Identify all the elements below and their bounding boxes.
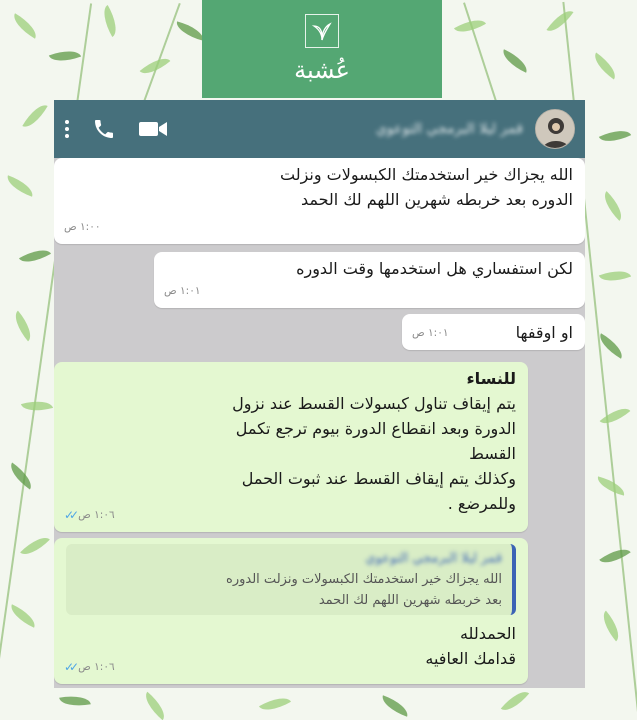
message-time: ١:٠١ ص bbox=[164, 285, 201, 297]
video-call-icon[interactable] bbox=[138, 119, 168, 139]
message-text: وللمرضع . bbox=[447, 494, 516, 513]
brand-name: عُشبة bbox=[294, 56, 350, 84]
message-text: وكذلك يتم إيقاف القسط عند ثبوت الحمل bbox=[241, 469, 516, 488]
message-text: الدوره بعد خربطه شهرين اللهم لك الحمد bbox=[300, 190, 573, 209]
quoted-message[interactable] bbox=[66, 544, 516, 615]
message-text: يتم إيقاف تناول كبسولات القسط عند نزول bbox=[232, 394, 516, 413]
message-time: ١:٠١ ص bbox=[412, 327, 449, 339]
message-text: قدامك العافيه bbox=[425, 649, 516, 668]
brand-logo bbox=[202, 0, 442, 98]
message-bubble[interactable] bbox=[54, 538, 528, 684]
phone-call-icon[interactable] bbox=[92, 117, 116, 141]
message-text: الدورة وبعد انقطاع الدورة بيوم ترجع تكمل bbox=[235, 419, 516, 438]
message-time: ١:٠٦ ص ✓✓ bbox=[64, 655, 115, 680]
message-text: لكن استفساري هل استخدمها وقت الدوره bbox=[296, 259, 573, 278]
avatar[interactable] bbox=[535, 109, 575, 149]
leaf-logo-icon bbox=[305, 14, 339, 48]
menu-icon[interactable] bbox=[64, 119, 70, 139]
quoted-text: بعد خربطه شهرين اللهم لك الحمد bbox=[318, 593, 502, 608]
message-time: ١:٠٦ ص ✓✓ bbox=[64, 503, 115, 528]
read-receipt-icon: ✓✓ bbox=[64, 660, 75, 674]
read-receipt-icon: ✓✓ bbox=[64, 508, 75, 522]
message-text: الله يجزاك خير استخدمتك الكبسولات ونزلت bbox=[279, 165, 573, 184]
chat-window bbox=[54, 100, 585, 688]
message-text: القسط bbox=[469, 444, 516, 463]
message-heading: للنساء bbox=[466, 369, 516, 388]
chat-header bbox=[54, 100, 585, 158]
contact-name[interactable]: قمر ليلا البرمجي التوعوي bbox=[375, 121, 523, 137]
quoted-author: قمر ليلا البرمجي التوعوي bbox=[365, 551, 502, 566]
message-bubble[interactable] bbox=[54, 158, 585, 244]
message-text: او اوقفها bbox=[515, 323, 573, 342]
message-bubble[interactable] bbox=[54, 362, 528, 532]
message-text: الحمدلله bbox=[459, 624, 516, 643]
message-bubble[interactable] bbox=[154, 252, 585, 308]
quoted-text: الله يجزاك خير استخدمتك الكبسولات ونزلت الدوره bbox=[226, 572, 502, 587]
message-time: ١:٠٠ ص bbox=[64, 221, 101, 233]
message-bubble[interactable] bbox=[402, 314, 585, 350]
